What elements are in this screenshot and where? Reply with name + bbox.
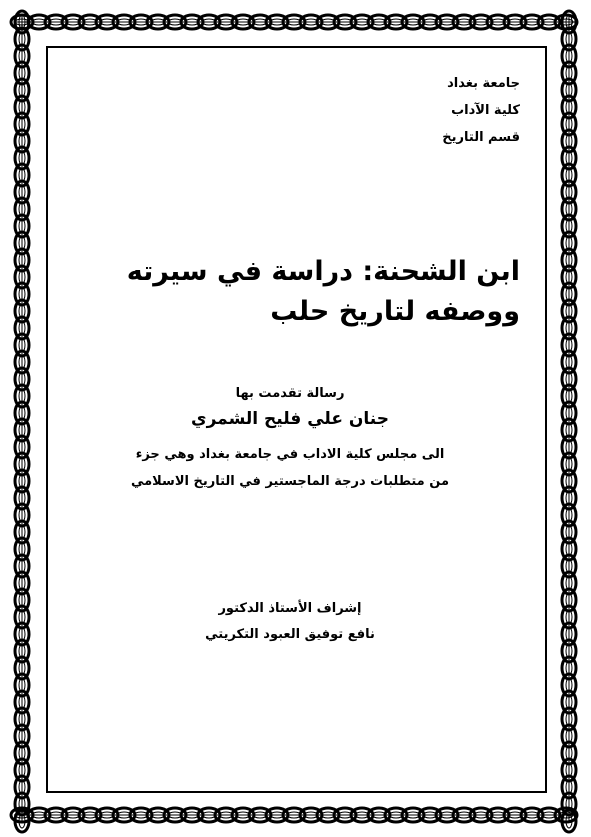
border-left [0, 0, 44, 837]
border-top [0, 0, 591, 44]
submission-block [60, 386, 520, 495]
supervision-label: إشراف الأستاذ الدكتور [218, 601, 362, 616]
thesis-title-line-1: ابن الشحنة: دراسة في سيرته [126, 256, 520, 287]
supervisor-name: نافع توفيق العبود التكريتي [205, 627, 375, 642]
chain-border-bottom-icon [0, 793, 591, 837]
author-name: جنان علي فليح الشمري [191, 409, 389, 429]
university-name: جامعة بغداد [447, 76, 520, 91]
department-name: قسم التاريخ [442, 130, 520, 145]
institution-block [442, 70, 520, 151]
border-bottom [0, 793, 591, 837]
border-right [547, 0, 591, 837]
chain-border-right-icon [547, 0, 591, 837]
thesis-title-line-2: ووصفه لتاريخ حلب [270, 296, 520, 327]
title-page [60, 60, 520, 780]
submission-line-1: الى مجلس كلية الاداب في جامعة بغداد وهي جزء [135, 447, 445, 462]
chain-border-top-icon [0, 0, 591, 44]
submission-line-2: من متطلبات درجة الماجستير في التاريخ الاسلامي [130, 474, 450, 489]
thesis-title [127, 252, 520, 332]
chain-border-left-icon [0, 0, 44, 837]
college-name: كلية الآداب [451, 103, 520, 118]
submission-intro: رسالة تقدمت بها [235, 386, 345, 401]
supervision-block [60, 596, 520, 648]
